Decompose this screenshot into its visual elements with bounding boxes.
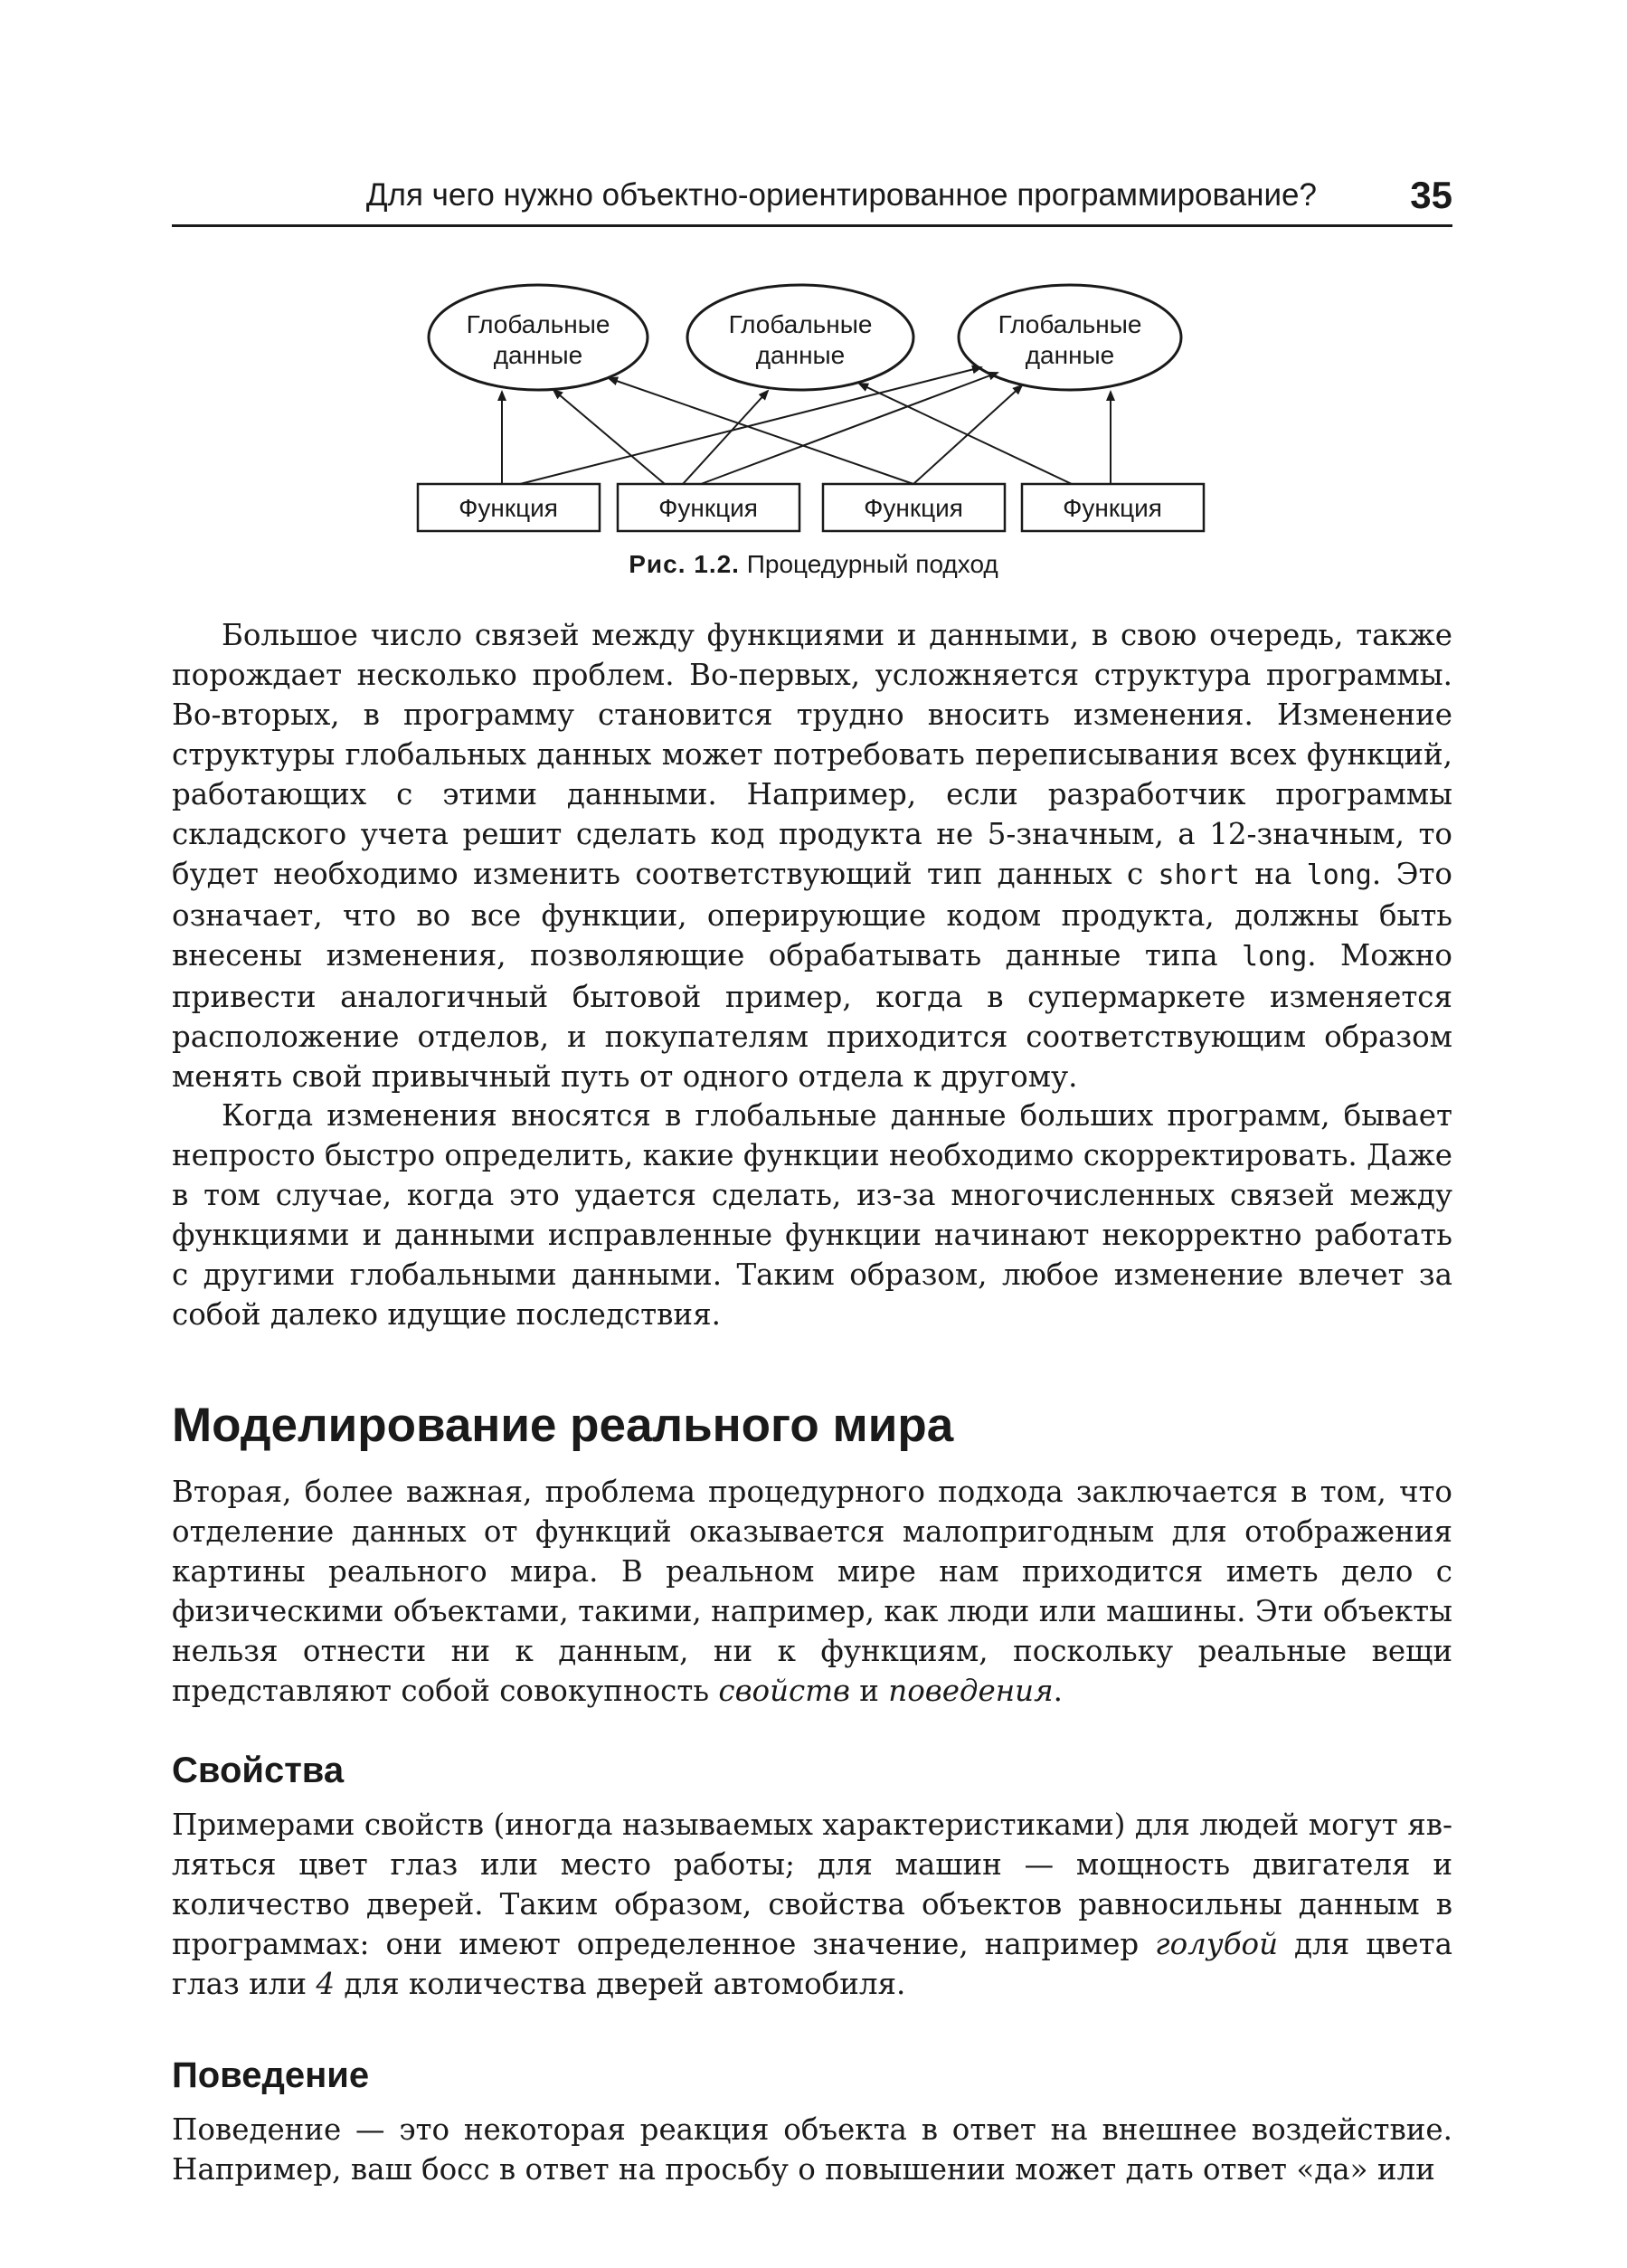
procedural-approach-diagram bbox=[0, 0, 1627, 561]
code-long-2: long bbox=[1242, 941, 1308, 973]
global-data-node-3-line2: данные bbox=[1025, 341, 1115, 369]
function-box-1-label: Функция bbox=[459, 494, 558, 522]
paragraph-1-text-c: . Это означает, что во все функции, оперирующие кодом продукта, должны быть внесены изменения, позволяющие обрабатывать данные типа bbox=[172, 857, 1452, 973]
function-box-2 bbox=[618, 484, 799, 531]
running-header-title: Для чего нужно объектно-ориентированное программирование? bbox=[365, 177, 1317, 213]
section-paragraph-text-b: и bbox=[849, 1674, 889, 1708]
function-box-3 bbox=[823, 484, 1005, 531]
global-data-node-2-line2: данные bbox=[755, 341, 846, 369]
emphasis-properties: свойств bbox=[718, 1674, 850, 1708]
paragraph-1-text-b: на bbox=[1239, 857, 1307, 891]
section-heading: Моделирование реального мира bbox=[172, 1399, 954, 1452]
properties-paragraph bbox=[172, 1805, 1452, 2004]
figure-caption-number: Рис. 1.2. bbox=[629, 550, 740, 578]
body-paragraph-2: Когда изменения вносятся в глобальные данные больших программ, бывает непросто быстро определить, какие функции необходимо скорректировать. Даже в том случае, когда это удается сделать, из-за многочисленных связей между функциями и данными исправленные функции начинают некорректно работать с другими глобальными данными. Таким образом, любое изменение влечет за собой далеко идущие последствия. bbox=[172, 1098, 1452, 1332]
global-data-node-1-line1: Глобальные bbox=[466, 310, 610, 338]
arrow-f4-d2 bbox=[859, 384, 1072, 484]
behavior-paragraph: Поведение — это некоторая реакция объекта в ответ на внешнее воздействие. Например, ваш босс в ответ на просьбу о повышении может дать ответ «да» или bbox=[172, 2112, 1452, 2187]
code-long-1: long bbox=[1306, 859, 1372, 891]
section-paragraph-text-a: Вторая, более важная, проблема процедурного подхода заключается в том, что отделение данных от функций оказывается малопригодным для отображения картины реального мира. В реальном мире нам приходится иметь дело с физическими объектами, такими, например, как люди или машины. Эти объекты нельзя отнести ни к данным, ни к функциям, поскольку реальные вещи представляют собой совокупность bbox=[172, 1475, 1452, 1708]
emphasis-blue: голубой bbox=[1155, 1927, 1279, 1961]
function-box-2-label: Функция bbox=[658, 494, 758, 522]
global-data-node-1-line2: данные bbox=[493, 341, 583, 369]
properties-text-c: для количества дверей автомобиля. bbox=[335, 1967, 906, 2001]
subsection-heading-behavior: Поведение bbox=[172, 2055, 370, 2095]
function-box-4 bbox=[1022, 484, 1204, 531]
section-paragraph bbox=[172, 1472, 1452, 1711]
body-paragraph-1 bbox=[172, 615, 1452, 1096]
emphasis-four: 4 bbox=[316, 1967, 336, 2001]
function-box-4-label: Функция bbox=[1063, 494, 1162, 522]
properties-text-b: для цвета глаз или bbox=[172, 1927, 1452, 2001]
function-box-1 bbox=[418, 484, 600, 531]
arrow-f2-d1 bbox=[553, 390, 665, 484]
global-data-node-3-line1: Глобальные bbox=[998, 310, 1142, 338]
subsection-heading-properties: Свойства bbox=[172, 1751, 345, 1790]
code-short: short bbox=[1158, 859, 1240, 891]
figure-caption-text: Процедурный подход bbox=[746, 550, 998, 578]
paragraph-1-text-a: Большое число связей между функциями и данными, в свою очередь, также порождает несколько проблем. Во-первых, усложняется структура программы. Во-вторых, в программу становится трудно вносить изменения. Изменение структуры глобальных данных может потребовать переписывания всех функций, работающих с этими данными. Например, если разработчик программы складского учета решит сделать код продукта не 5-значным, а 12-значным, то будет необходимо изменить соответствующий тип данных с bbox=[172, 618, 1452, 891]
emphasis-behavior: поведения bbox=[888, 1674, 1054, 1708]
global-data-node-2-line1: Глобальные bbox=[728, 310, 873, 338]
global-data-node-2 bbox=[687, 285, 913, 390]
global-data-node-1 bbox=[429, 285, 648, 390]
figure-caption bbox=[0, 550, 1627, 579]
arrow-f2-d2 bbox=[683, 391, 768, 484]
properties-text-a: Примерами свойств (иногда называемых характеристиками) для людей могут являться цвет глаз или место работы; для машин — мощность двигателя и количество дверей. Таким образом, свойства объектов равносильны данным в программах: они имеют определенное значение, например bbox=[172, 1808, 1452, 1961]
function-box-3-label: Функция bbox=[864, 494, 963, 522]
section-paragraph-text-c: . bbox=[1053, 1674, 1063, 1708]
arrow-f3-d1 bbox=[609, 378, 913, 484]
page-number: 35 bbox=[1410, 174, 1452, 216]
paragraph-1-text-d: . Можно привести аналогичный бытовой пример, когда в супермаркете изменяется расположение отделов, и покупателям приходится соответствующим образом менять свой привычный путь от одного отдела к другому. bbox=[172, 938, 1452, 1094]
